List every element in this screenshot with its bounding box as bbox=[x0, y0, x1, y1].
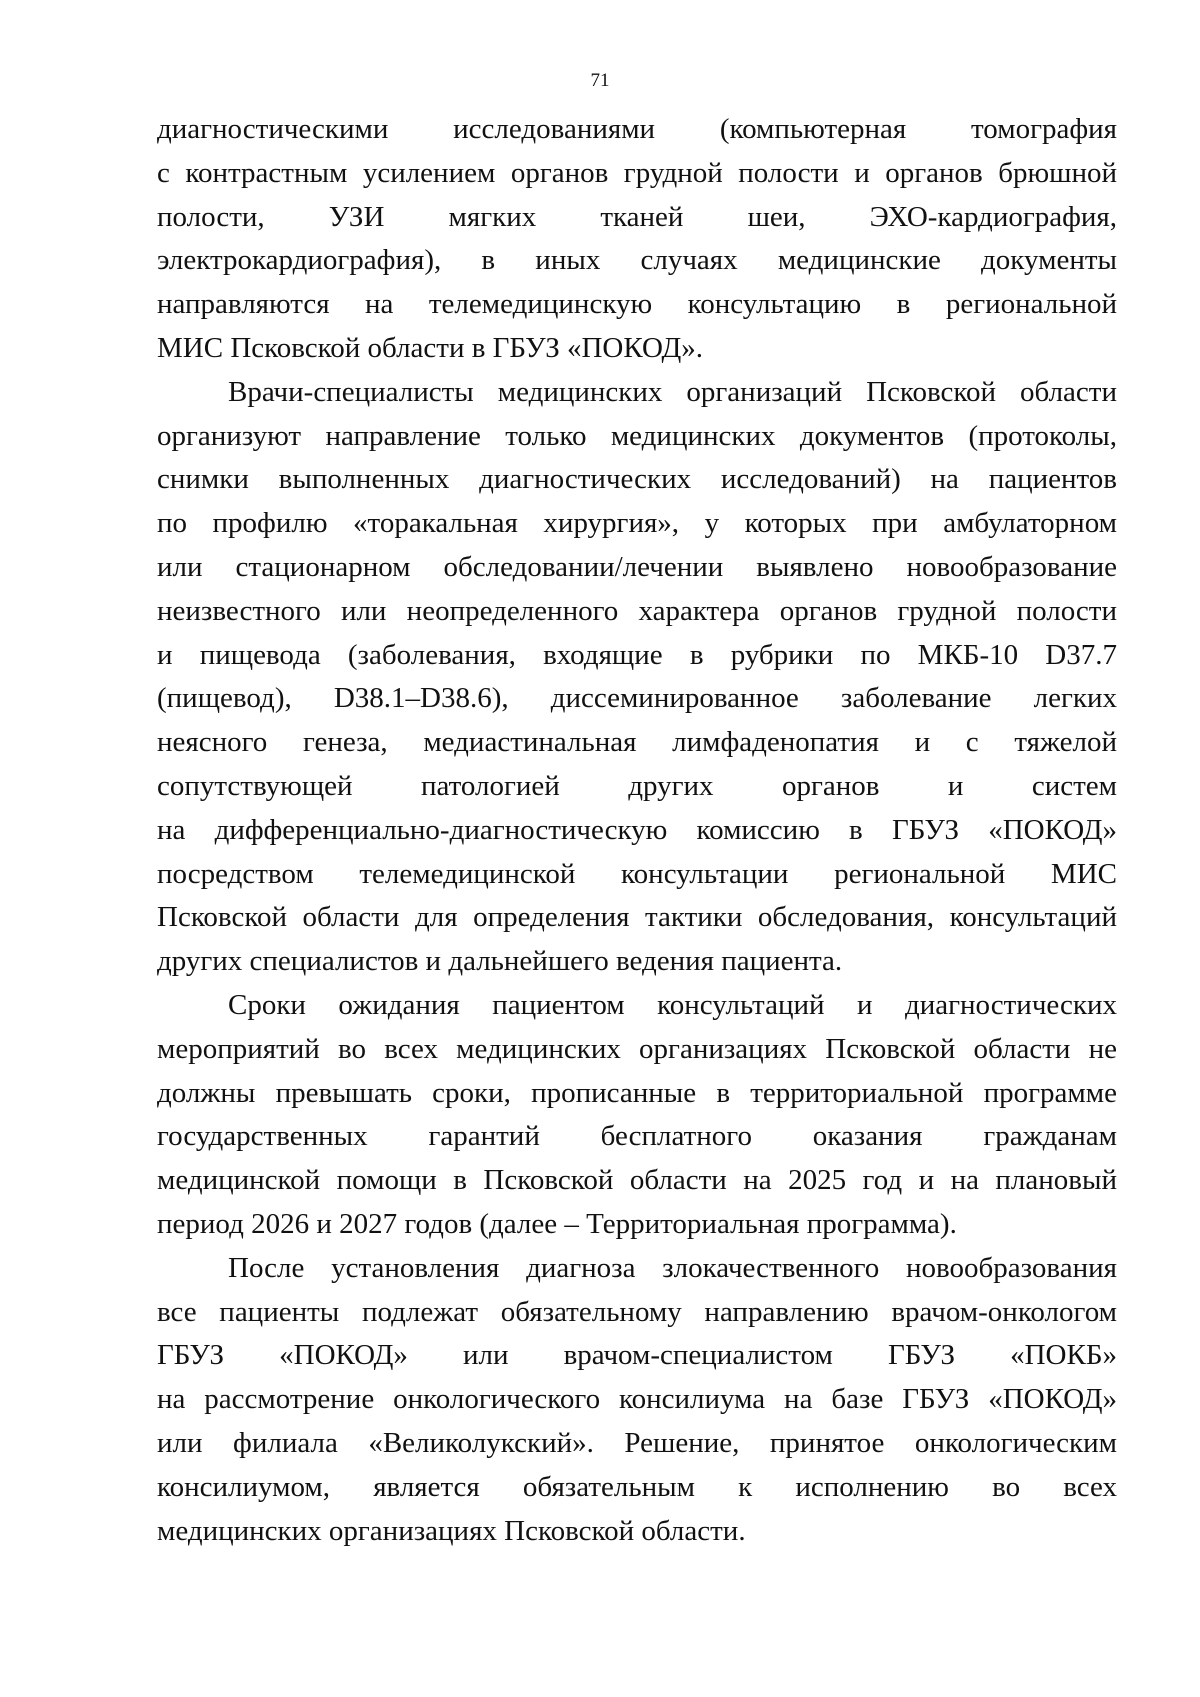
text-line: период 2026 и 2027 годов (далее – Территориальная программа). bbox=[157, 1207, 957, 1240]
text-line: все пациенты подлежат обязательному направлению врачом-онкологом bbox=[157, 1295, 1117, 1328]
text-line: должны превышать сроки, прописанные в территориальной программе bbox=[157, 1076, 1117, 1109]
paragraph bbox=[157, 371, 1117, 984]
text-line: на рассмотрение онкологического консилиума на базе ГБУЗ «ПОКОД» bbox=[157, 1383, 1117, 1416]
text-line: и пищевода (заболевания, входящие в рубрики по МКБ-10 D37.7 bbox=[157, 638, 1117, 671]
text-line: посредством телемедицинской консультации региональной МИС bbox=[157, 857, 1117, 890]
paragraph bbox=[157, 984, 1117, 1247]
text-line: МИС Псковской области в ГБУЗ «ПОКОД». bbox=[157, 331, 704, 364]
text-line: После установления диагноза злокачественного новообразования bbox=[228, 1251, 1117, 1284]
text-line: Врачи-специалисты медицинских организаций Псковской области bbox=[228, 375, 1117, 408]
text-line: Сроки ожидания пациентом консультаций и диагностических bbox=[228, 988, 1117, 1021]
text-line: консилиумом, является обязательным к исполнению во всех bbox=[157, 1470, 1117, 1503]
text-line: медицинской помощи в Псковской области на 2025 год и на плановый bbox=[157, 1164, 1117, 1197]
text-line: неясного генеза, медиастинальная лимфаденопатия и с тяжелой bbox=[157, 726, 1117, 759]
page-number: 71 bbox=[590, 70, 610, 91]
text-line: диагностическими исследованиями (компьютерная томография bbox=[157, 113, 1117, 145]
text-line: или филиала «Великолукский». Решение, принятое онкологическим bbox=[157, 1426, 1117, 1459]
text-line: направляются на телемедицинскую консультацию в региональной bbox=[157, 288, 1117, 321]
document-body bbox=[157, 108, 1117, 1553]
text-line: или стационарном обследовании/лечении выявлено новообразование bbox=[157, 550, 1117, 583]
paragraph bbox=[157, 1247, 1117, 1554]
text-line: с контрастным усилением органов грудной полости и органов брюшной bbox=[157, 156, 1117, 189]
text-line: организуют направление только медицинских документов (протоколы, bbox=[157, 419, 1117, 452]
text-line: полости, УЗИ мягких тканей шеи, ЭХО-кардиография, bbox=[157, 200, 1117, 233]
paragraph bbox=[157, 108, 1117, 371]
text-line: электрокардиография), в иных случаях медицинские документы bbox=[157, 244, 1117, 277]
text-line: медицинских организациях Псковской области. bbox=[157, 1514, 746, 1547]
text-line: государственных гарантий бесплатного оказания гражданам bbox=[157, 1120, 1117, 1153]
text-line: по профилю «торакальная хирургия», у которых при амбулаторном bbox=[157, 507, 1117, 540]
text-line: на дифференциально-диагностическую комиссию в ГБУЗ «ПОКОД» bbox=[157, 813, 1117, 846]
text-line: сопутствующей патологией других органов и систем bbox=[157, 769, 1117, 802]
text-line: неизвестного или неопределенного характера органов грудной полости bbox=[157, 594, 1117, 627]
text-line: мероприятий во всех медицинских организациях Псковской области не bbox=[157, 1032, 1117, 1065]
text-line: Псковской области для определения тактики обследования, консультаций bbox=[157, 901, 1117, 934]
text-line: других специалистов и дальнейшего ведения пациента. bbox=[157, 945, 843, 978]
text-line: (пищевод), D38.1–D38.6), диссеминированное заболевание легких bbox=[157, 682, 1117, 715]
text-line: снимки выполненных диагностических исследований) на пациентов bbox=[157, 463, 1117, 496]
text-line: ГБУЗ «ПОКОД» или врачом-специалистом ГБУЗ «ПОКБ» bbox=[157, 1339, 1117, 1372]
